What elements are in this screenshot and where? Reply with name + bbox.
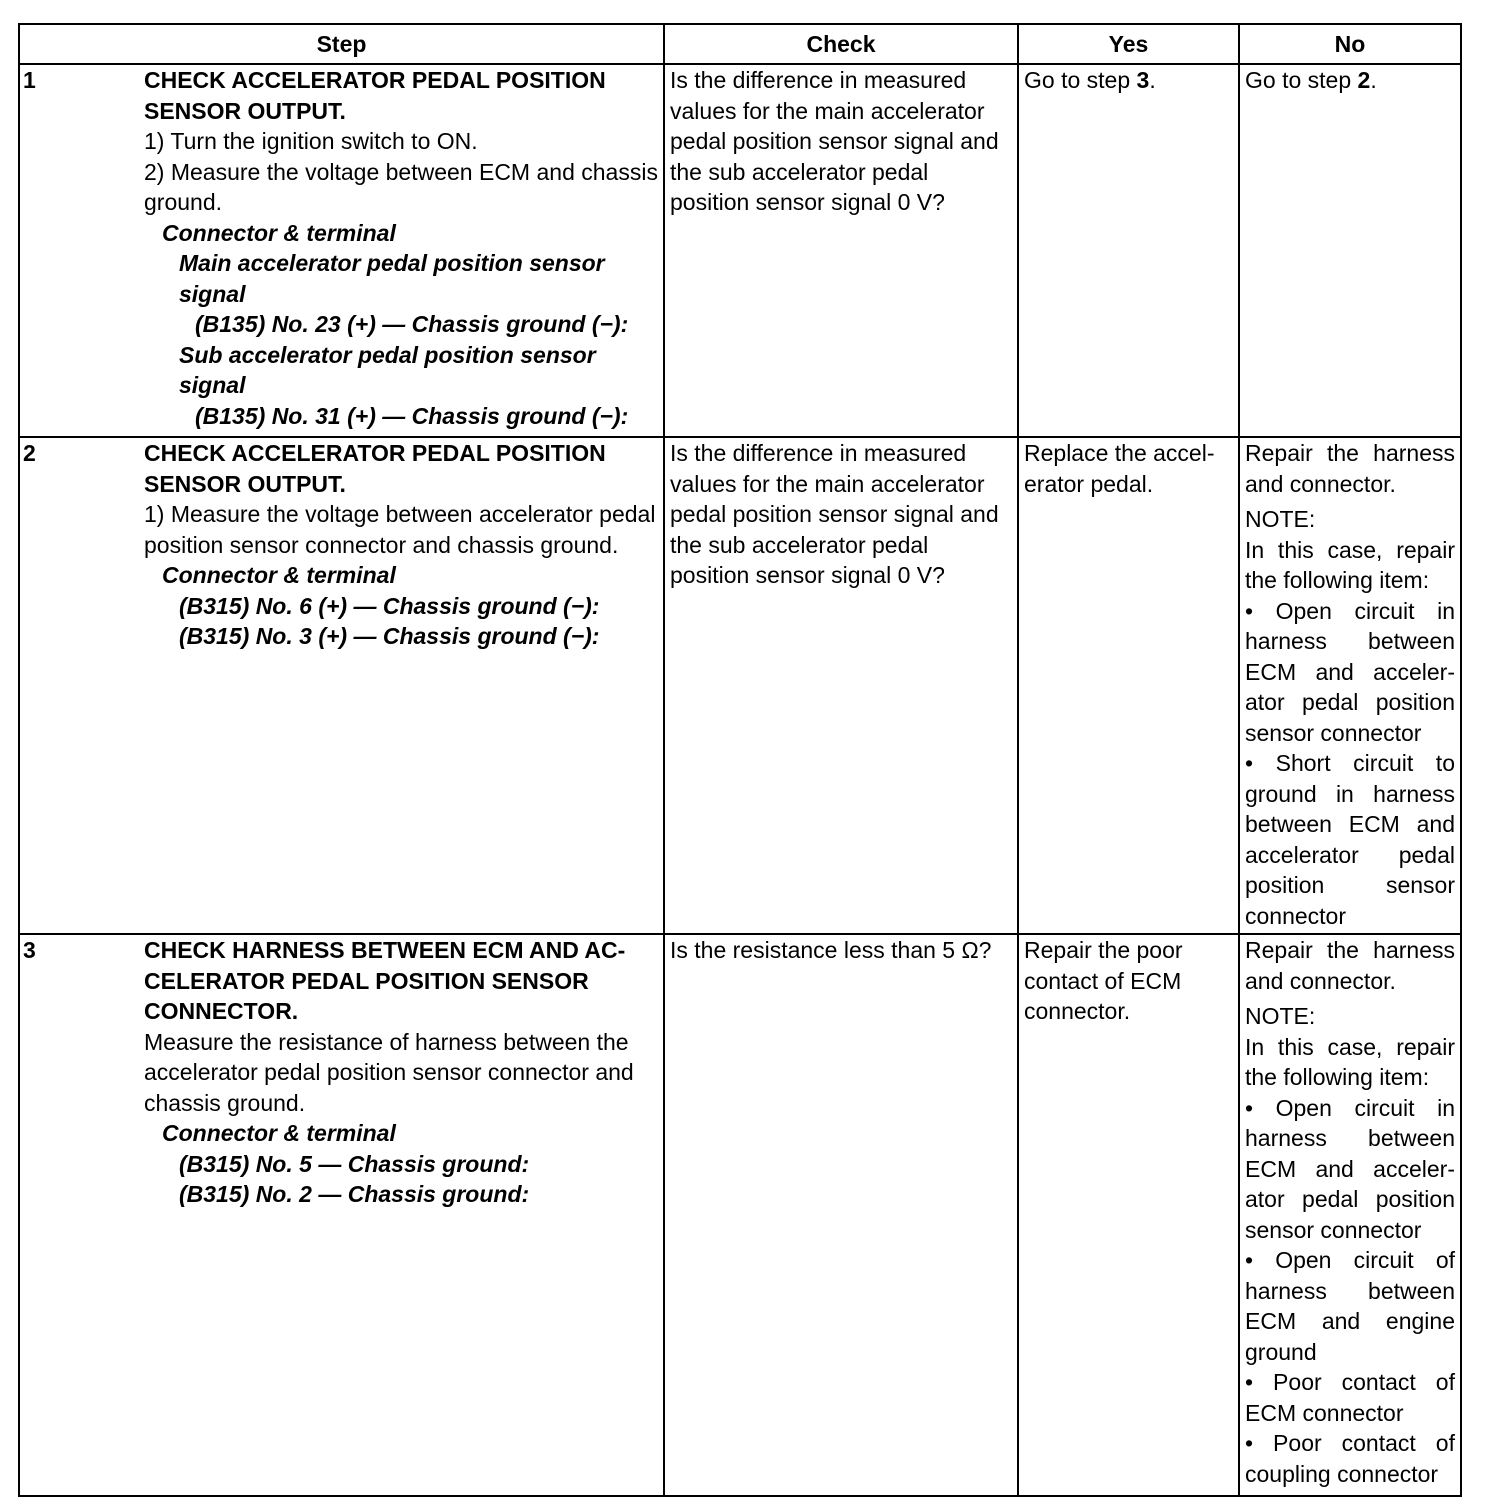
step-title: CHECK ACCELERATOR PEDAL POSITION SENSOR OUTPUT.: [144, 67, 606, 124]
yes-action: Go to step 3.: [1024, 67, 1156, 93]
connector-heading: Connector & terminal: [162, 1120, 396, 1146]
table-row: [19, 64, 1461, 437]
step-number: 2: [23, 440, 36, 466]
substep: 2) Measure the voltage between ECM and chassis ground.: [144, 158, 658, 215]
check-cell: [664, 437, 1018, 934]
note-item: • Open circuit in harness between ECM and acceler-ator pedal position sensor connector: [1245, 597, 1455, 746]
note-item: • Poor contact of coupling connector: [1245, 1430, 1455, 1487]
header-step: Step: [19, 24, 664, 64]
check-cell: [664, 64, 1018, 437]
note-item: • Open circuit of harness between ECM and engine ground: [1245, 1247, 1455, 1365]
diagnostic-table: [18, 23, 1462, 1497]
header-no: No: [1239, 24, 1461, 64]
step-title: CHECK HARNESS BETWEEN ECM AND AC-CELERATOR PEDAL POSITION SENSOR CONNECTOR.: [144, 937, 626, 1024]
no-action: Repair the harness and connector.: [1245, 937, 1455, 994]
substep: 1) Turn the ignition switch to ON.: [144, 128, 478, 154]
note-label: NOTE:: [1245, 1003, 1316, 1029]
terminal-spec: (B315) No. 6 (+) — Chassis ground (−):: [179, 592, 600, 619]
terminal-spec: (B135) No. 31 (+) — Chassis ground (−):: [195, 402, 629, 429]
step-cell: [19, 64, 664, 437]
connector-heading: Connector & terminal: [162, 562, 396, 588]
terminal-spec: (B315) No. 5 — Chassis ground:: [179, 1150, 530, 1177]
substep: 1) Measure the voltage between accelerator pedal position sensor connector and chassis ground.: [144, 501, 656, 558]
connector-heading: Connector & terminal: [162, 219, 396, 246]
step-cell: [19, 934, 664, 1496]
header-check: Check: [664, 24, 1018, 64]
yes-action: Replace the accel-erator pedal.: [1024, 440, 1215, 497]
note-label: NOTE:: [1245, 506, 1316, 532]
check-question: Is the difference in measured values for the main accelerator pedal position sensor signal and the sub accelerator pedal position sensor signal 0 V?: [670, 67, 999, 215]
step-number: 1: [23, 67, 36, 93]
check-cell: [664, 934, 1018, 1496]
check-question: Is the difference in measured values for the main accelerator pedal position sensor signal and the sub accelerator pedal position sensor signal 0 V?: [670, 440, 999, 588]
note-intro: In this case, repair the following item:: [1245, 536, 1455, 593]
yes-cell: [1018, 437, 1239, 934]
terminal-spec: (B135) No. 23 (+) — Chassis ground (−):: [195, 311, 629, 337]
no-step-ref: 2: [1357, 67, 1371, 93]
terminal-spec: (B315) No. 2 — Chassis ground:: [179, 1181, 530, 1207]
header-yes: Yes: [1018, 24, 1239, 64]
note-item: • Short circuit to ground in harness between ECM and accelerator pedal position sensor connector: [1245, 750, 1455, 929]
yes-cell: [1018, 64, 1239, 437]
note-item: • Open circuit in harness between ECM and acceler-ator pedal position sensor connector: [1245, 1094, 1455, 1243]
no-action: Go to step 2.: [1245, 67, 1377, 93]
check-question: Is the resistance less than 5 Ω?: [670, 937, 992, 963]
no-action: Repair the harness and connector.: [1245, 440, 1455, 497]
step-title: CHECK ACCELERATOR PEDAL POSITION SENSOR OUTPUT.: [144, 440, 606, 497]
no-cell: [1239, 934, 1461, 1496]
note-intro: In this case, repair the following item:: [1245, 1033, 1455, 1090]
note-item: • Poor contact of ECM connector: [1245, 1369, 1455, 1426]
yes-step-ref: 3: [1136, 67, 1150, 93]
step-text: Measure the resistance of harness between the accelerator pedal position sensor connector and chassis ground.: [144, 1028, 634, 1116]
header-row: [19, 24, 1461, 64]
yes-action: Repair the poor contact of ECM connector.: [1024, 937, 1183, 1024]
step-cell: [19, 437, 664, 934]
terminal-spec: (B315) No. 3 (+) — Chassis ground (−):: [179, 623, 600, 649]
step-number: 3: [23, 937, 36, 963]
no-cell: [1239, 64, 1461, 437]
terminal-label: Sub accelerator pedal position sensor signal: [179, 341, 596, 398]
yes-cell: [1018, 934, 1239, 1496]
table-row: [19, 934, 1461, 1496]
terminal-label: Main accelerator pedal position sensor signal: [179, 250, 605, 307]
table-row: [19, 437, 1461, 934]
no-cell: [1239, 437, 1461, 934]
